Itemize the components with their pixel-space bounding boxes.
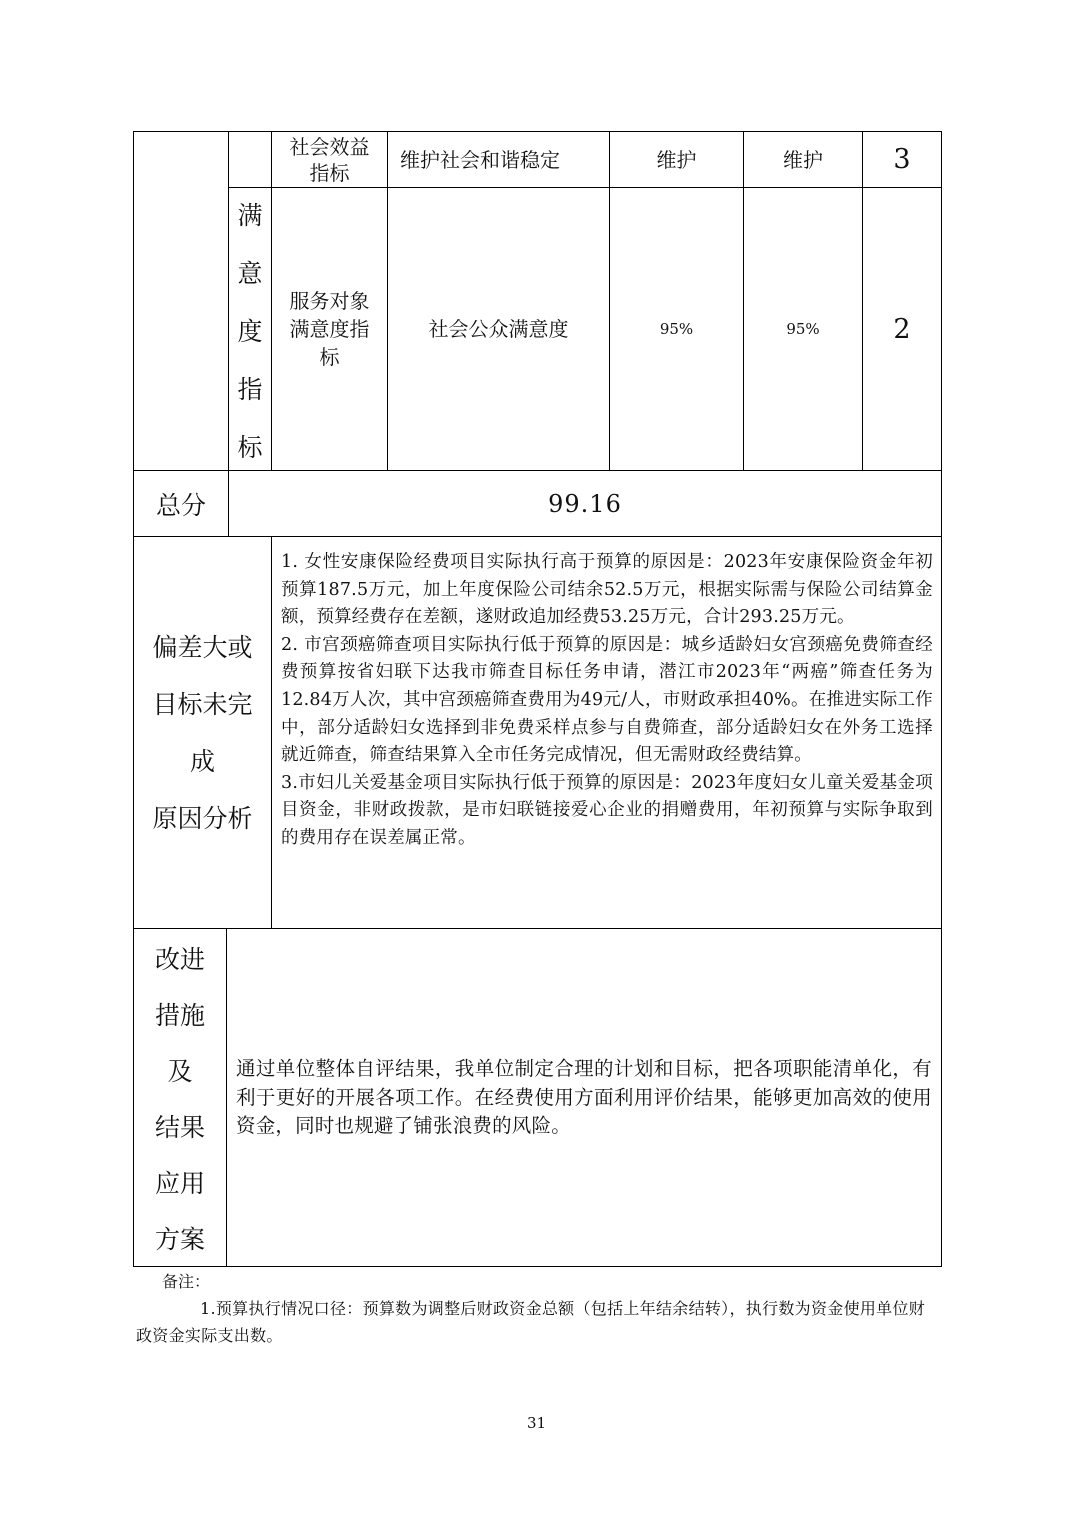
improvement-paragraph: 通过单位整体自评结果，我单位制定合理的计划和目标，把各项职能清单化，有利于更好的开展各项工作。在经费使用方面利用评价结果，能够更加高效的使用资金，同时也规避了铺张浪费的风险。	[236, 1057, 932, 1137]
deviation-label-line: 原因分析	[152, 803, 253, 833]
grid-line	[226, 928, 227, 1266]
satisfaction-actual-text: 95%	[786, 320, 820, 338]
social-actual-text: 维护	[783, 147, 823, 172]
social-score-cell	[863, 132, 941, 187]
grid-line	[271, 536, 272, 928]
satisfaction-category-char: 度	[237, 317, 263, 346]
improvement-label-cell	[134, 940, 226, 1256]
deviation-label-cell	[134, 537, 271, 928]
social-score-text: 3	[893, 144, 911, 175]
social-indicator-cell	[388, 132, 609, 187]
satisfaction-score-text: 2	[893, 313, 911, 345]
notes-item: 1.预算执行情况口径：预算数为调整后财政资金总额（包括上年结余结转），执行数为资金使用单位财政资金实际支出数。	[136, 1299, 926, 1345]
grid-line	[941, 131, 942, 1267]
improvement-label-part: 结果	[154, 1113, 205, 1142]
total-label: 总分	[155, 490, 206, 520]
improvement-label-part: 应用	[154, 1169, 205, 1198]
satisfaction-score-cell	[863, 188, 941, 470]
satisfaction-subcategory-cell	[272, 188, 387, 470]
satisfaction-indicator-text: 社会公众满意度	[428, 317, 569, 341]
total-value-cell	[229, 471, 941, 536]
deviation-paragraph: 3.市妇儿关爱基金项目实际执行低于预算的原因是：2023年度妇女儿童关爱基金项目资金，非财政拨款，是市妇联链接爱心企业的捐赠费用，年初预算与实际争取到的费用存在误差属正常。	[281, 772, 933, 848]
satisfaction-category-char: 指	[237, 375, 263, 404]
satisfaction-category-char: 标	[237, 433, 263, 462]
deviation-paragraph: 1. 女性安康保险经费项目实际执行高于预算的原因是：2023年安康保险资金年初预算187.5万元，加上年度保险公司结余52.5万元，根据实际需与保险公司结算金额，预算经费存在差额，遂财政追加经费53.25万元，合计293.25万元。	[281, 552, 933, 628]
social-indicator-text: 维护社会和谐稳定	[400, 147, 560, 172]
satisfaction-actual-cell	[744, 188, 862, 470]
satisfaction-category-char: 满	[237, 201, 263, 230]
social-actual-cell	[744, 132, 862, 187]
improvement-label-part: 改进	[154, 945, 205, 974]
page-number: 31	[527, 1414, 547, 1432]
satisfaction-subcategory-text: 服务对象满意度指标	[289, 289, 370, 369]
improvement-text	[236, 1055, 932, 1141]
total-value: 99.16	[548, 489, 622, 518]
social-target-text: 维护	[656, 147, 697, 172]
social-subcategory-text: 社会效益指标	[289, 134, 370, 185]
satisfaction-category-char: 意	[237, 259, 263, 288]
deviation-paragraph: 2. 市宫颈癌筛查项目实际执行低于预算的原因是：城乡适龄妇女宫颈癌免费筛查经费预算按省妇联下达我市筛查目标任务申请，潜江市2023年“两癌”筛查任务为12.84万人次，其中宫颈癌筛查费用为49元/人，市财政承担40%。在推进实际工作中，部分适龄妇女选择到非免费采样点参与自费筛查，部分适龄妇女在外务工选择就近筛查，筛查结果算入全市任务完成情况，但无需财政经费结算。	[281, 634, 933, 766]
deviation-text	[281, 549, 933, 853]
grid-line	[133, 928, 942, 929]
improvement-label-part: 方案	[154, 1225, 205, 1254]
notes-heading: 备注：	[162, 1272, 211, 1291]
deviation-label-line: 目标未完	[152, 689, 253, 719]
satisfaction-indicator-cell	[388, 188, 609, 470]
social-subcategory-cell	[272, 132, 387, 187]
deviation-label-line: 偏差大或	[152, 632, 253, 662]
satisfaction-target-text: 95%	[659, 320, 694, 338]
grid-line	[133, 1266, 942, 1267]
satisfaction-target-cell	[610, 188, 743, 470]
improvement-label-part: 及	[167, 1057, 193, 1086]
social-target-cell	[610, 132, 743, 187]
total-label-cell	[134, 471, 228, 536]
improvement-label-part: 措施	[154, 1001, 205, 1030]
satisfaction-category-cell	[229, 196, 271, 464]
deviation-label-line: 成	[189, 746, 215, 776]
notes	[136, 1268, 926, 1349]
